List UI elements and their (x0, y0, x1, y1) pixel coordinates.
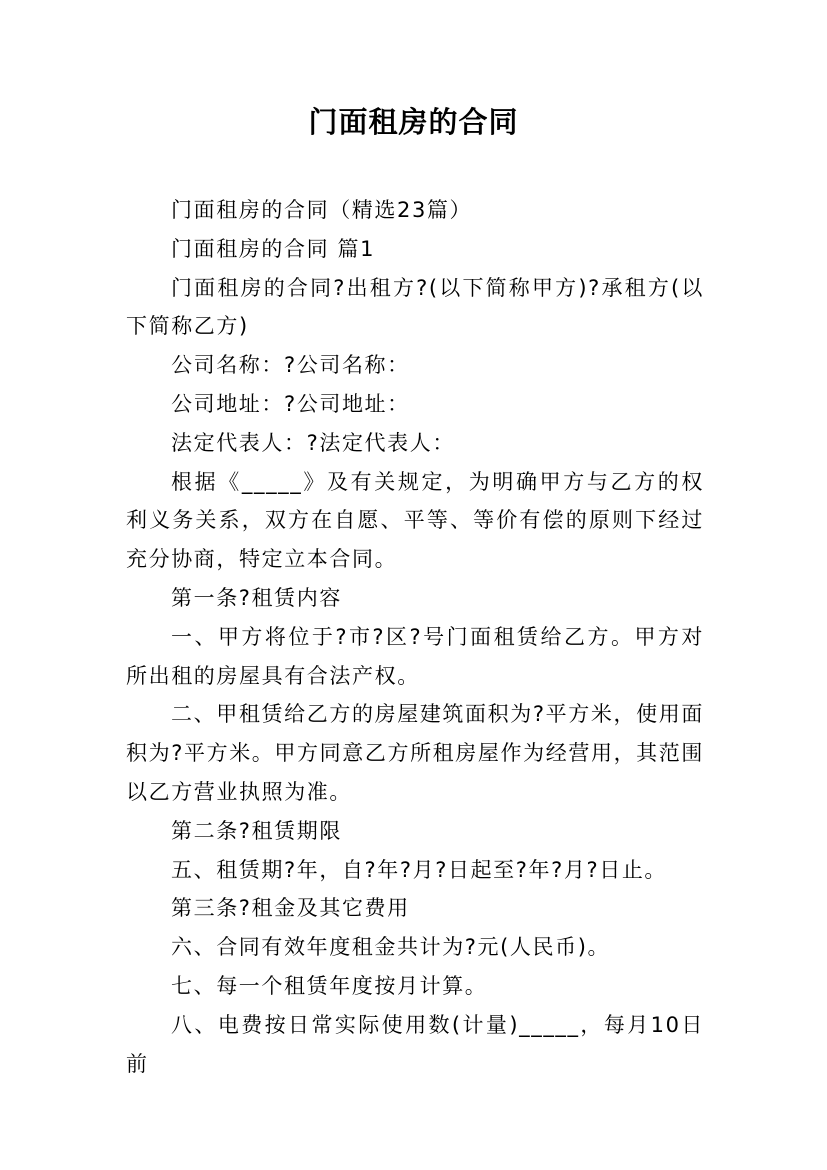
paragraph: 七、每一个租赁年度按月计算。 (171, 973, 488, 998)
paragraph: 门面租房的合同 篇1 (171, 236, 376, 261)
document-body (126, 191, 704, 1083)
section-heading: 第二条?租赁期限 (171, 818, 342, 843)
paragraph: 门面租房的合同?出租方?(以下简称甲方)?承租方(以下简称乙方) (126, 275, 704, 339)
document-title: 门面租房的合同 (308, 105, 519, 139)
paragraph: 一、甲方将位于?市?区?号门面租赁给乙方。甲方对所出租的房屋具有合法产权。 (126, 624, 704, 688)
section-heading: 第三条?租金及其它费用 (171, 896, 410, 921)
paragraph: 八、电费按日常实际使用数(计量)_____，每月10日前 (126, 1012, 704, 1076)
paragraph: 二、甲租赁给乙方的房屋建筑面积为?平方米，使用面积为?平方米。甲方同意乙方所租房屋作为经营用，其范围以乙方营业执照为准。 (126, 702, 704, 804)
paragraph: 公司地址：?公司地址： (171, 391, 410, 416)
paragraph: 根据《_____》及有关规定，为明确甲方与乙方的权利义务关系，双方在自愿、平等、等价有偿的原则下经过充分协商，特定立本合同。 (126, 469, 704, 572)
paragraph: 六、合同有效年度租金共计为?元(人民币)。 (171, 935, 611, 960)
section-heading: 第一条?租赁内容 (171, 585, 342, 610)
paragraph: 门面租房的合同（精选23篇） (171, 198, 473, 222)
paragraph: 法定代表人：?法定代表人： (171, 430, 455, 455)
paragraph: 公司名称：?公司名称： (171, 353, 410, 378)
paragraph: 五、租赁期?年，自?年?月?日起至?年?月?日止。 (171, 857, 668, 882)
